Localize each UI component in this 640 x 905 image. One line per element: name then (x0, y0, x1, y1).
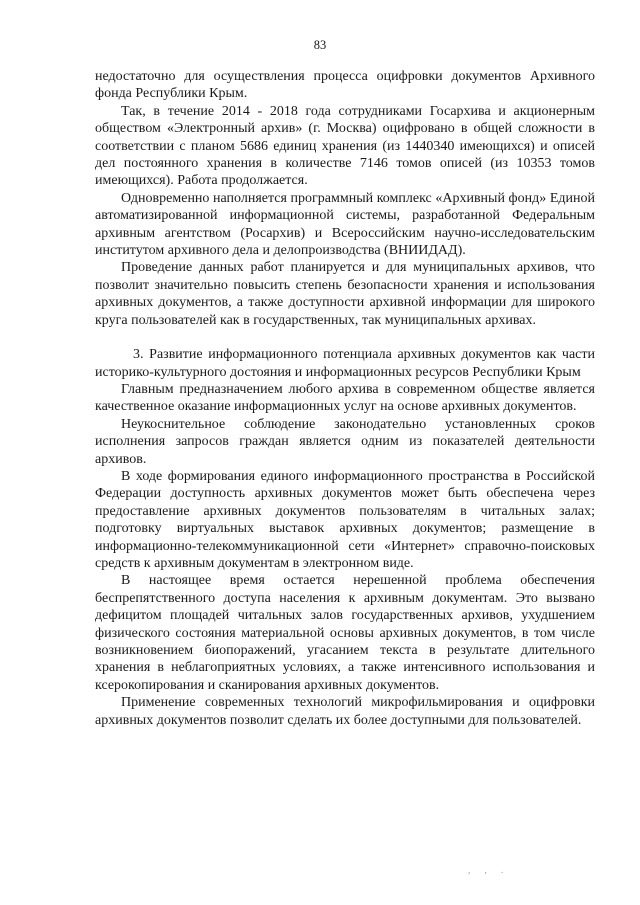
paragraph-archive-fund-system: Одновременно наполняется программный комплекс «Архивный фонд» Единой автоматизированной информационной системы, разработанной Федеральным архивным агентством (Росархив) и Всероссийским научно-исследовательским институтом архивного дела и делопроизводства (ВНИИДАД). (95, 190, 595, 259)
paragraph-archive-purpose: Главным предназначением любого архива в современном обществе является качественное оказание информационных услуг на основе архивных документов. (95, 381, 595, 415)
paragraph-continuation: недостаточно для осуществления процесса оцифровки документов Архивного фонда Республики Крым. (95, 69, 595, 102)
document-body (95, 68, 595, 729)
section-heading: 3. Развитие информационного потенциала архивных документов как части историко-культурного достояния и информационных ресурсов Республики Крым (95, 347, 595, 380)
paragraph-request-deadlines: Неукоснительное соблюдение законодательно установленных сроков исполнения запросов граждан является одним из показателей деятельности архивов. (95, 416, 595, 467)
scan-artifact-marks: , , . (468, 865, 510, 875)
paragraph-access-problem: В настоящее время остается нерешенной проблема обеспечения беспрепятственного доступа населения к архивным документам. Это вызвано дефицитом площадей читальных залов государственных архивов, ухудшением физического состояния материальной основы архивных документов, в том числе возникновением биопоражений, угасанием текста в результате длительного хранения в неблагоприятных условиях, а также интенсивного использования и ксерокопирования и сканирования архивных документов. (95, 573, 595, 693)
page-number: 83 (313, 38, 327, 52)
paragraph-technologies: Применение современных технологий микрофильмирования и оцифровки архивных документов позволит сделать их более доступными для пользователей. (95, 695, 595, 728)
paragraph-municipal-archives: Проведение данных работ планируется и для муниципальных архивов, что позволит значительно повысить степень безопасности хранения и использования архивных документов, а также доступности архивной информации для широкого круга пользователей как в государственных, так муниципальных архивах. (95, 260, 595, 328)
paragraph-digitization-stats: Так, в течение 2014 - 2018 года сотрудниками Госархива и акционерным обществом «Электронный архив» (г. Москва) оцифровано в общей сложности в соответствии с планом 5686 единиц хранения (из 1440340 имеющихся) и описей дел постоянного хранения в количестве 7146 томов описей (из 10353 томов имеющихся). Работа продолжается. (95, 103, 595, 189)
paragraph-information-space: В ходе формирования единого информационного пространства в Российской Федерации доступность архивных документов может быть обеспечена через предоставление архивных документов пользователям в читальных залах; подготовку виртуальных выставок архивных документов; размещение в информационно-телекоммуникационной сети «Интернет» справочно-поисковых средств к архивным документам в электронном виде. (95, 468, 595, 571)
